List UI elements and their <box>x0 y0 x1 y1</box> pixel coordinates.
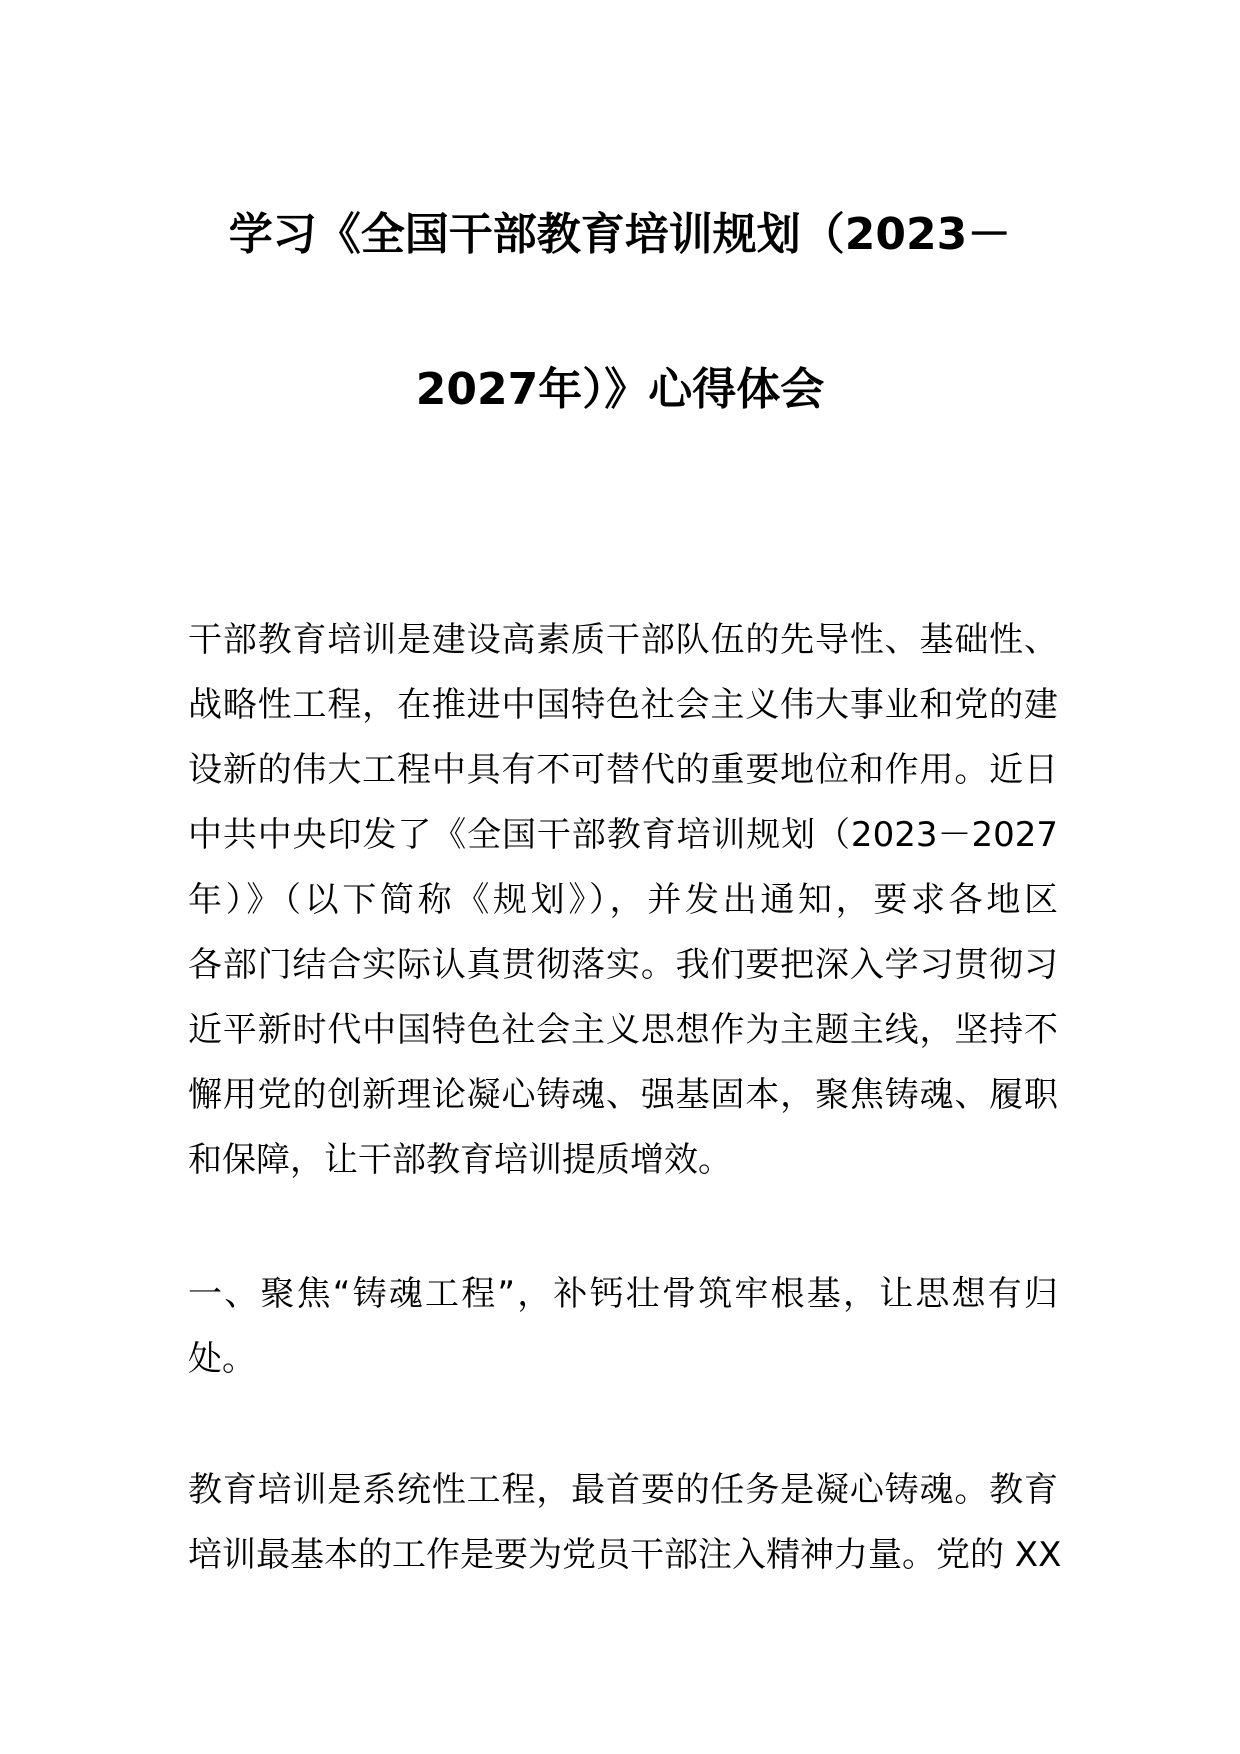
paragraph-section-1 <box>188 1458 1062 1588</box>
section-heading-1 <box>188 1262 1058 1392</box>
document-title-line-1: 学习《全国干部教育培训规划（2023－ <box>228 209 1012 260</box>
paragraph-line: 培训最基本的工作是要为党员干部注入精神力量。党的 XX <box>188 1535 1062 1575</box>
paragraph-line: 年）》（以下简称《规划》），并发出通知，要求各地区 <box>188 880 1058 920</box>
paragraph-line: 一、聚焦“铸魂工程”，补钙壮骨筑牢根基，让思想有归 <box>188 1274 1058 1314</box>
paragraph-line: 懈用党的创新理论凝心铸魂、强基固本，聚焦铸魂、履职 <box>188 1075 1058 1115</box>
paragraph-line: 干部教育培训是建设高素质干部队伍的先导性、基础性、 <box>188 620 1058 660</box>
paragraph-line: 教育培训是系统性工程，最首要的任务是凝心铸魂。教育 <box>188 1470 1058 1510</box>
paragraph-line: 战略性工程，在推进中国特色社会主义伟大事业和党的建 <box>188 685 1058 725</box>
paragraph-line: 和保障，让干部教育培训提质增效。 <box>188 1140 732 1180</box>
paragraph-intro <box>188 608 1058 1193</box>
paragraph-line: 各部门结合实际认真贯彻落实。我们要把深入学习贯彻习 <box>188 945 1058 985</box>
paragraph-line: 设新的伟大工程中具有不可替代的重要地位和作用。近日 <box>188 750 1058 790</box>
paragraph-line: 中共中央印发了《全国干部教育培训规划（2023－2027 <box>188 815 1058 855</box>
paragraph-line: 近平新时代中国特色社会主义思想作为主题主线，坚持不 <box>188 1010 1058 1050</box>
paragraph-line: 处。 <box>188 1339 256 1379</box>
document-title-line-2: 2027年）》心得体会 <box>415 364 825 415</box>
